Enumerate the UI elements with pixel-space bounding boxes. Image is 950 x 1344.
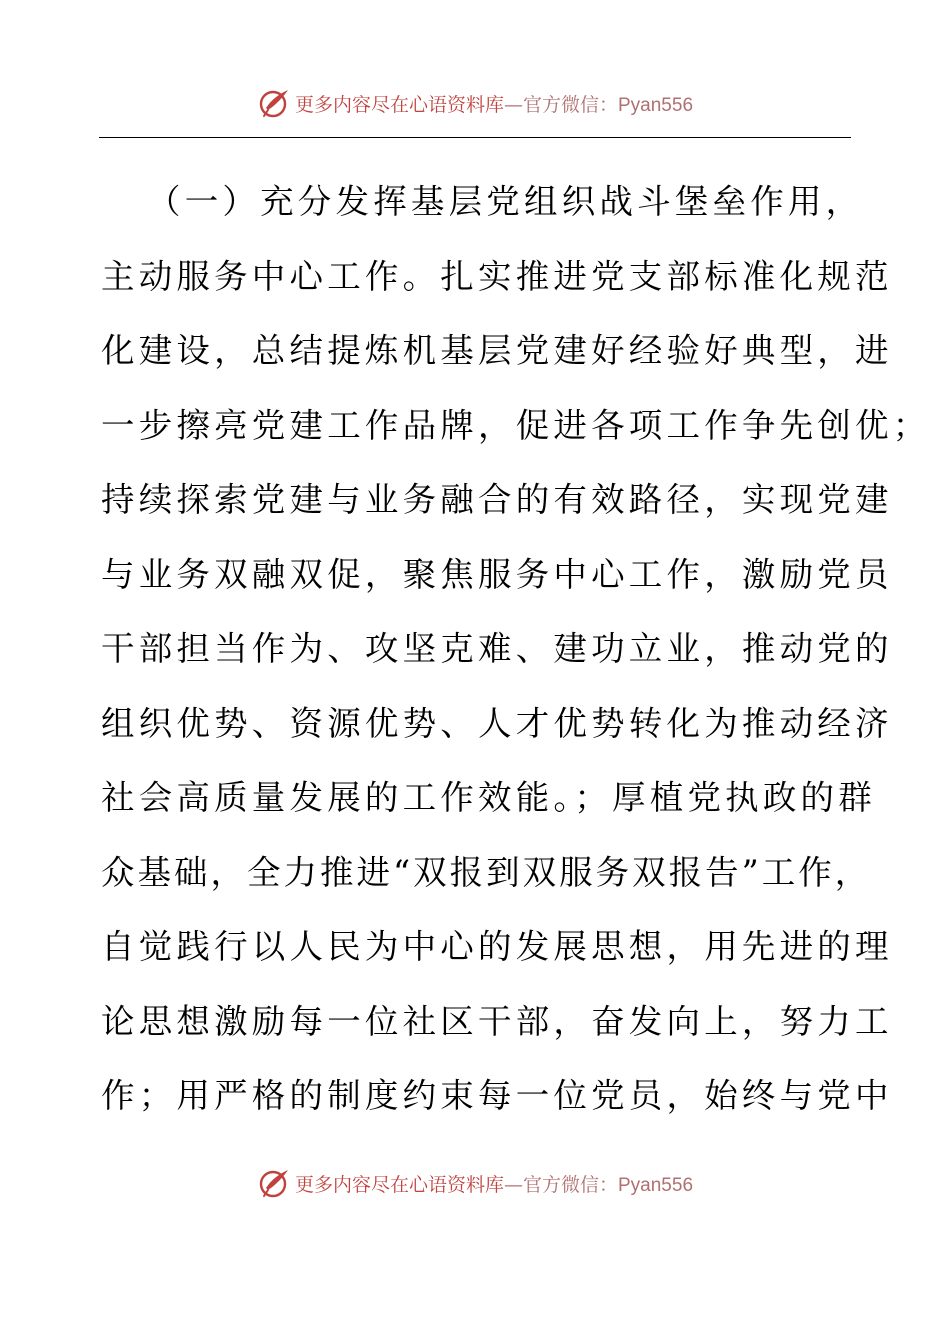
footer-banner (0, 1163, 950, 1203)
footer-banner-text (295, 1170, 693, 1197)
paragraph-line: 自觉践行以人民为中心的发展思想，用先进的理 (101, 927, 893, 966)
footer-wechat-label: —官方微信： (503, 1173, 618, 1196)
header-wechat-account: Pyan556 (618, 94, 694, 116)
quill-pen-logo-icon (257, 1166, 291, 1200)
header-site-name: 更多内容尽在心语资料库 (294, 93, 504, 116)
paragraph-line: 干部担当作为、攻坚克难、建功立业，推动党的 (101, 629, 893, 668)
paragraph-line: 社会高质量发展的工作效能。；厚植党执政的群 (101, 778, 876, 817)
header-divider (99, 137, 851, 138)
paragraph-line: 主动服务中心工作。扎实推进党支部标准化规范 (101, 256, 893, 296)
header-wechat-label: —官方微信： (503, 93, 618, 116)
paragraph-line: （一）充分发挥基层党组织战斗堡垒作用， (147, 182, 864, 221)
paragraph-line: 众基础，全力推进“双报到双服务双报告”工作， (101, 852, 872, 892)
paragraph-line: 一步擦亮党建工作品牌，促进各项工作争先创优； (101, 405, 931, 445)
paragraph-line: 作；用严格的制度约束每一位党员，始终与党中 (101, 1076, 893, 1115)
header-banner (0, 83, 950, 123)
footer-wechat-account: Pyan556 (618, 1174, 694, 1196)
header-banner-text (295, 90, 693, 117)
footer-site-name: 更多内容尽在心语资料库 (294, 1173, 504, 1196)
paragraph-line: 与业务双融双促，聚焦服务中心工作，激励党员 (101, 554, 893, 594)
paragraph-line: 化建设，总结提炼机基层党建好经验好典型，进 (101, 331, 893, 370)
document-paragraph (101, 172, 931, 1141)
paragraph-line: 组织优势、资源优势、人才优势转化为推动经济 (101, 703, 893, 743)
quill-pen-logo-icon (257, 86, 291, 120)
paragraph-line: 论思想激励每一位社区干部，奋发向上，努力工 (101, 1001, 893, 1041)
paragraph-line: 持续探索党建与业务融合的有效路径，实现党建 (101, 480, 893, 519)
